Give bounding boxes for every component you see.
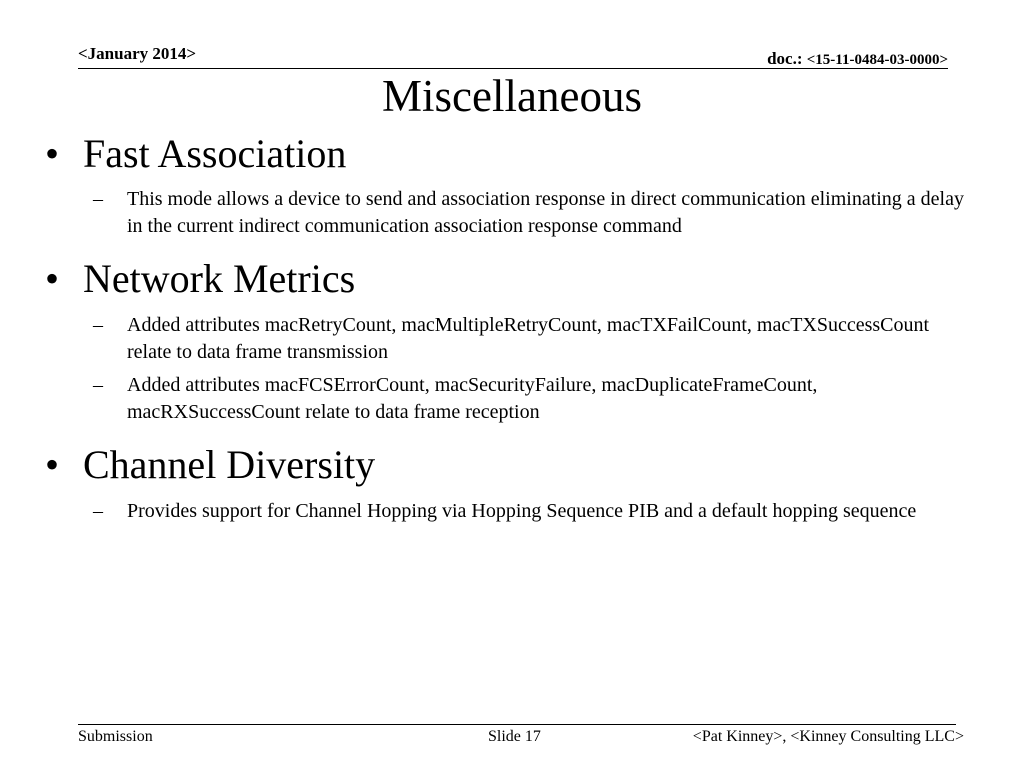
- bullet-heading: Channel Diversity: [83, 442, 376, 487]
- bullet-network-metrics: [45, 256, 985, 302]
- sub-bullet-text: Added attributes macFCSErrorCount, macSecurityFailure, macDuplicateFrameCount, macRXSuccessCount relate to data frame reception: [127, 374, 818, 423]
- sub-bullet-text: Added attributes macRetryCount, macMultipleRetryCount, macTXFailCount, macTXSuccessCount relate to data frame transmission: [127, 314, 930, 363]
- slide-title: Miscellaneous: [382, 71, 642, 121]
- doc-label: doc.:: [767, 49, 807, 68]
- sub-bullet: [93, 498, 973, 525]
- dash-marker: –: [93, 188, 103, 210]
- dash-marker: –: [93, 314, 103, 336]
- header-doc-id: [767, 49, 948, 69]
- bullet-marker: •: [45, 131, 60, 176]
- bullet-channel-diversity: [45, 442, 985, 488]
- sub-bullet-text: Provides support for Channel Hopping via Hopping Sequence PIB and a default hopping sequence: [127, 500, 917, 522]
- footer-submission: Submission: [78, 728, 153, 745]
- bullet-marker: •: [45, 442, 60, 487]
- bullet-fast-association: [45, 131, 985, 177]
- sub-bullet-text: This mode allows a device to send and association response in direct communication eliminating a delay in the current indirect communication association response command: [127, 188, 964, 237]
- dash-marker: –: [93, 374, 103, 396]
- slide-number: Slide 17: [488, 728, 541, 745]
- bullet-heading: Fast Association: [83, 131, 347, 176]
- header-date: <January 2014>: [78, 44, 197, 63]
- bullet-marker: •: [45, 256, 60, 301]
- sub-bullet: [93, 186, 973, 240]
- bullet-heading: Network Metrics: [83, 256, 356, 301]
- doc-number: <15-11-0484-03-0000>: [806, 52, 948, 68]
- footer-author: <Pat Kinney>, <Kinney Consulting LLC>: [692, 728, 964, 745]
- sub-bullet: [93, 312, 973, 366]
- footer-divider: [78, 724, 956, 725]
- sub-bullet: [93, 372, 973, 426]
- dash-marker: –: [93, 500, 103, 522]
